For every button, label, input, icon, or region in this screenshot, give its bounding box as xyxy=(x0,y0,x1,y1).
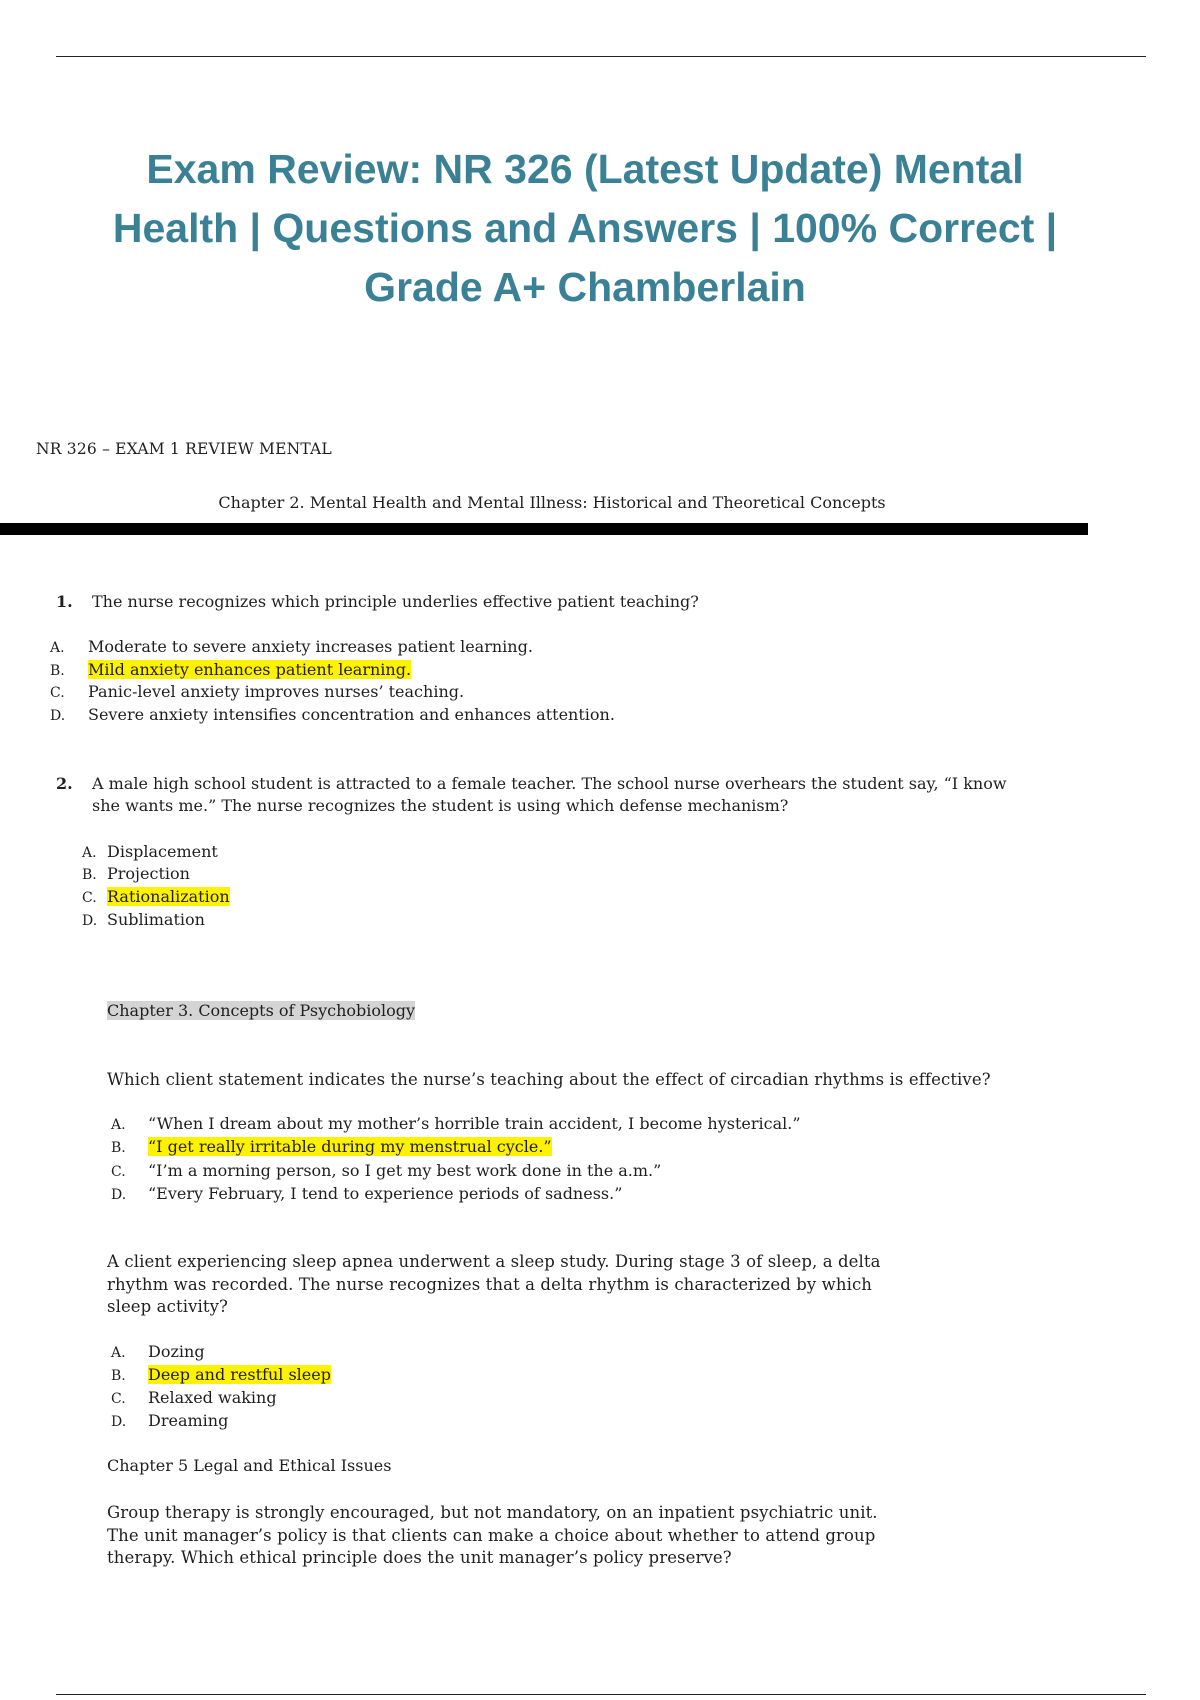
document-title xyxy=(40,140,1130,317)
question-5 xyxy=(107,1502,878,1570)
question-text: The nurse recognizes which principle underlies effective patient teaching? xyxy=(92,592,699,611)
option-text: Relaxed waking xyxy=(148,1388,277,1407)
question-line-1: A client experiencing sleep apnea underwent a sleep study. During stage 3 of sleep, a delta xyxy=(107,1252,881,1271)
option-letter: A. xyxy=(50,640,65,656)
question-1 xyxy=(56,591,699,613)
option-letter: C. xyxy=(50,685,65,701)
section-divider xyxy=(0,523,1088,535)
question-line-2: she wants me.” The nurse recognizes the student is using which defense mechanism? xyxy=(92,796,789,815)
option-text-correct: Rationalization xyxy=(107,887,230,906)
option-text: “Every February, I tend to experience periods of sadness.” xyxy=(148,1184,623,1203)
question-line-1: Group therapy is strongly encouraged, but not mandatory, on an inpatient psychiatric unit. xyxy=(107,1503,878,1522)
option-text: “When I dream about my mother’s horrible train accident, I become hysterical.” xyxy=(148,1114,801,1133)
top-rule xyxy=(56,56,1146,57)
q2-option-a xyxy=(82,841,218,864)
question-3 xyxy=(107,1069,991,1092)
q3-option-b xyxy=(111,1136,552,1159)
question-number: 2. xyxy=(56,774,73,793)
chapter-3-heading xyxy=(107,1000,415,1022)
option-letter: A. xyxy=(111,1117,126,1133)
option-letter: B. xyxy=(50,663,65,679)
q4-option-b xyxy=(111,1364,331,1387)
option-letter: B. xyxy=(82,867,97,883)
option-letter: D. xyxy=(82,913,98,929)
question-line-2: The unit manager’s policy is that clients can make a choice about whether to attend group xyxy=(107,1525,876,1545)
option-text: Panic-level anxiety improves nurses’ teaching. xyxy=(88,682,465,701)
question-2 xyxy=(56,773,1007,817)
q1-option-a xyxy=(50,636,533,659)
question-line-3: sleep activity? xyxy=(107,1297,228,1316)
option-text: Projection xyxy=(107,864,190,883)
q1-option-b xyxy=(50,659,411,682)
option-text: “I’m a morning person, so I get my best work done in the a.m.” xyxy=(148,1161,662,1180)
exam-header-label: NR 326 – EXAM 1 REVIEW MENTAL xyxy=(36,440,332,458)
q1-option-d xyxy=(50,704,615,727)
question-line-3: therapy. Which ethical principle does the unit manager’s policy preserve? xyxy=(107,1548,732,1567)
q2-option-d xyxy=(82,909,205,932)
option-text-correct: Mild anxiety enhances patient learning. xyxy=(88,660,412,679)
option-letter: D. xyxy=(50,708,66,724)
question-4 xyxy=(107,1251,881,1319)
option-letter: B. xyxy=(111,1140,126,1156)
q3-option-c xyxy=(111,1160,661,1183)
option-text-correct: “I get really irritable during my menstrual cycle.” xyxy=(148,1137,552,1156)
question-line-1: A male high school student is attracted to a female teacher. The school nurse overhears the student say, “I know xyxy=(92,774,1007,793)
option-text: Dozing xyxy=(148,1342,205,1361)
option-letter: A. xyxy=(111,1345,126,1361)
question-number: 1. xyxy=(56,592,73,611)
option-letter: C. xyxy=(82,890,97,906)
title-line-1: Exam Review: NR 326 (Latest Update) Mental xyxy=(146,146,1024,192)
question-text xyxy=(92,773,1007,817)
q1-option-c xyxy=(50,681,464,704)
option-text: Severe anxiety intensifies concentration and enhances attention. xyxy=(88,705,615,724)
option-text: Moderate to severe anxiety increases patient learning. xyxy=(88,637,533,656)
q3-option-a xyxy=(111,1113,801,1136)
q2-option-b xyxy=(82,863,190,886)
option-text-correct: Deep and restful sleep xyxy=(148,1365,331,1384)
q3-option-d xyxy=(111,1183,622,1206)
chapter-5-heading: Chapter 5 Legal and Ethical Issues xyxy=(107,1456,392,1475)
option-text: Sublimation xyxy=(107,910,205,929)
option-text: Dreaming xyxy=(148,1411,229,1430)
chapter-2-heading: Chapter 2. Mental Health and Mental Illness: Historical and Theoretical Concepts xyxy=(218,493,886,512)
option-letter: C. xyxy=(111,1391,126,1407)
option-letter: A. xyxy=(82,845,97,861)
option-letter: D. xyxy=(111,1414,127,1430)
chapter-3-heading-text: Chapter 3. Concepts of Psychobiology xyxy=(107,1001,416,1020)
option-letter: D. xyxy=(111,1187,127,1203)
question-text: Which client statement indicates the nurse’s teaching about the effect of circadian rhythms is effective? xyxy=(107,1070,991,1089)
option-letter: B. xyxy=(111,1368,126,1384)
q4-option-c xyxy=(111,1387,277,1410)
q4-option-a xyxy=(111,1341,205,1364)
question-line-2: rhythm was recorded. The nurse recognizes that a delta rhythm is characterized by which xyxy=(107,1274,873,1294)
option-letter: C. xyxy=(111,1164,126,1180)
q2-option-c xyxy=(82,886,230,909)
q4-option-d xyxy=(111,1410,228,1433)
bottom-rule xyxy=(56,1694,1146,1695)
title-line-3: Grade A+ Chamberlain xyxy=(364,264,806,310)
title-line-2: Health | Questions and Answers | 100% Correct | xyxy=(112,205,1058,251)
option-text: Displacement xyxy=(107,842,218,861)
